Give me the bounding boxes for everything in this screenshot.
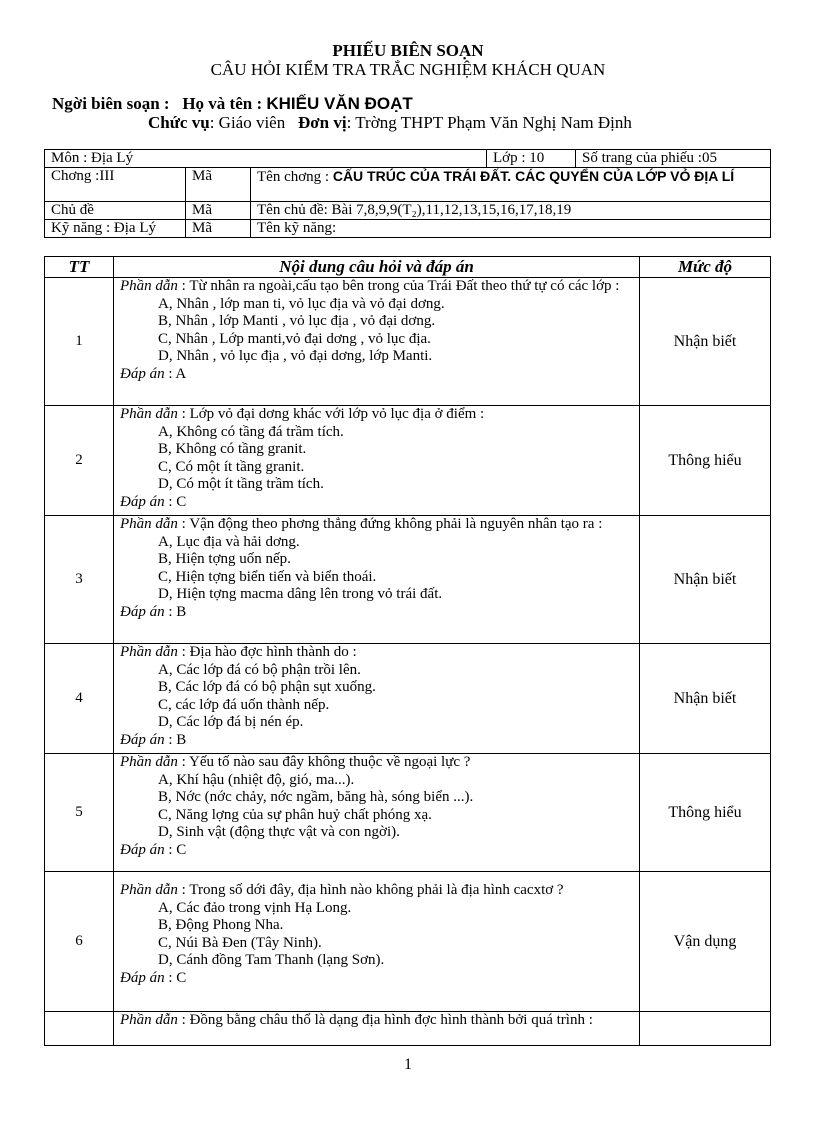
author-name: KHIẾU VĂN ĐOẠT <box>266 94 413 113</box>
answer-value: : C <box>168 493 187 510</box>
question-text: : Vận động theo phơng thẳng đứng không phải là nguyên nhân tạo ra : <box>181 516 603 532</box>
chapter-code-cell: Mã <box>186 168 251 202</box>
question-row <box>45 644 771 754</box>
answer-option: B, Hiện tợng uốn nếp. <box>158 551 291 567</box>
questions-table <box>44 256 771 1046</box>
lead-label: Phần dẫn <box>120 406 178 422</box>
question-row <box>45 754 771 872</box>
author-line <box>52 94 413 114</box>
answer-line <box>120 604 633 622</box>
question-content <box>114 754 640 872</box>
answer-label: Đáp án <box>120 731 165 748</box>
chapter-name: CẤU TRÚC CỦA TRÁI ĐẤT. CÁC QUYỂN CỦA LỚP VỎ ĐỊA LÍ <box>332 168 735 184</box>
question-stem <box>120 644 633 662</box>
question-stem <box>120 754 633 772</box>
question-content <box>114 406 640 516</box>
answer-option: C, Năng lợng của sự phân huỷ chất phóng xạ. <box>158 806 432 823</box>
question-number <box>45 1012 114 1046</box>
answer-option: A, Khí hậu (nhiệt độ, gió, ma...). <box>158 771 355 788</box>
lead-label: Phần dẫn <box>120 754 178 770</box>
question-number: 5 <box>45 754 114 872</box>
answer-option: D, Nhân , vỏ lục địa , vỏ đại dơng, lớp Manti. <box>158 348 433 364</box>
topic-name-cell: Tên chủ đề: Bài 7,8,9,9(T₂),11,12,13,15,16,17,18,19 <box>251 202 771 220</box>
answer-option: C, Hiện tợng biển tiến và biển thoái. <box>158 568 377 585</box>
question-content <box>114 644 640 754</box>
answer-line <box>120 970 633 988</box>
topic-code-cell: Mã <box>186 202 251 220</box>
question-stem <box>120 1012 633 1030</box>
chapter-name-cell <box>251 168 771 202</box>
unit-value: : Trờng THPT Phạm Văn Nghị Nam Định <box>346 113 632 132</box>
answer-label: Đáp án <box>120 365 165 382</box>
info-table <box>44 149 771 238</box>
author-label: Ngời biên soạn : <box>52 94 170 113</box>
answer-value: : A <box>168 365 187 382</box>
answer-option: B, Nớc (nớc chảy, nớc ngầm, băng hà, sóng biển ...). <box>158 789 474 805</box>
questions-body <box>45 278 771 1046</box>
question-number: 3 <box>45 516 114 644</box>
col-level-header: Mức độ <box>640 257 771 278</box>
answer-option: B, Không có tầng granit. <box>158 441 307 457</box>
difficulty-level: Vận dụng <box>640 872 771 1012</box>
answer-value: : B <box>168 603 187 620</box>
question-number: 4 <box>45 644 114 754</box>
lead-label: Phần dẫn <box>120 644 178 660</box>
difficulty-level: Thông hiểu <box>640 754 771 872</box>
position-label: Chức vụ <box>148 113 210 132</box>
chapter-name-label: Tên chơng : <box>257 169 330 185</box>
skill-cell: Kỹ năng : Địa Lý <box>45 220 186 238</box>
lead-label: Phần dẫn <box>120 1012 178 1028</box>
answer-option: C, Có một ít tầng granit. <box>158 458 305 475</box>
questions-header-row <box>45 257 771 278</box>
answer-option: A, Lục địa và hải dơng. <box>158 533 300 550</box>
answer-line <box>120 842 633 860</box>
question-row <box>45 1012 771 1046</box>
answer-option: A, Các đảo trong vịnh Hạ Long. <box>158 899 352 916</box>
question-stem <box>120 516 633 534</box>
answer-option: C, Núi Bà Đen (Tây Ninh). <box>158 934 322 951</box>
grade-cell: Lớp : 10 <box>487 150 576 168</box>
question-content <box>114 278 640 406</box>
question-content <box>114 516 640 644</box>
answer-option: D, Các lớp đá bị nén ép. <box>158 714 304 730</box>
answer-option: A, Các lớp đá có bộ phận trồi lên. <box>158 661 361 678</box>
col-tt-header: TT <box>45 257 114 278</box>
question-text: : Địa hào đợc hình thành do : <box>181 644 357 660</box>
position-value: : Giáo viên <box>209 113 286 132</box>
answer-value: : C <box>168 841 187 858</box>
question-text: : Đồng bằng châu thổ là dạng địa hình đợc hình thành bởi quá trình : <box>181 1012 593 1028</box>
answer-option: A, Không có tầng đá trầm tích. <box>158 423 344 440</box>
question-text: : Trong số dới đây, địa hình nào không phải là địa hình cacxtơ ? <box>181 882 564 898</box>
question-row <box>45 278 771 406</box>
question-row <box>45 406 771 516</box>
lead-label: Phần dẫn <box>120 278 178 294</box>
question-stem <box>120 278 633 296</box>
answer-option: B, Nhân , lớp Manti , vỏ lục địa , vỏ đại dơng. <box>158 313 436 329</box>
question-number: 6 <box>45 872 114 1012</box>
question-text: : Yếu tố nào sau đây không thuộc về ngoại lực ? <box>181 754 471 770</box>
answer-option: D, Sinh vật (động thực vật và con ngời). <box>158 824 400 840</box>
answer-option: B, Động Phong Nha. <box>158 917 284 933</box>
question-number: 1 <box>45 278 114 406</box>
question-content <box>114 1012 640 1046</box>
subject-cell: Môn : Địa Lý <box>45 150 487 168</box>
difficulty-level: Nhận biết <box>640 644 771 754</box>
document-title: PHIẾU BIÊN SOẠN <box>332 41 484 60</box>
difficulty-level: Nhận biết <box>640 278 771 406</box>
answer-line <box>120 732 633 750</box>
difficulty-level: Thông hiểu <box>640 406 771 516</box>
document-subtitle: CÂU HỎI KIỂM TRA TRẮC NGHIỆM KHÁCH QUAN <box>210 60 606 79</box>
answer-value: : C <box>168 969 187 986</box>
question-text: : Lớp vỏ đại dơng khác với lớp vỏ lục địa ở điểm : <box>181 406 485 422</box>
answer-value: : B <box>168 731 187 748</box>
chapter-cell: Chơng :III <box>45 168 186 202</box>
answer-option: D, Hiện tợng macma dâng lên trong vỏ trái đất. <box>158 586 443 602</box>
difficulty-level: Nhận biết <box>640 516 771 644</box>
answer-option: D, Cánh đồng Tam Thanh (lạng Sơn). <box>158 952 385 968</box>
answer-line <box>120 366 633 384</box>
skill-name-cell: Tên kỹ năng: <box>251 220 771 238</box>
difficulty-level <box>640 1012 771 1046</box>
question-stem <box>120 882 633 900</box>
role-line <box>148 113 632 133</box>
answer-option: D, Có một ít tầng trầm tích. <box>158 476 324 492</box>
topic-cell: Chủ đề <box>45 202 186 220</box>
page-number: 1 <box>404 1056 412 1073</box>
answer-option: B, Các lớp đá có bộ phận sụt xuống. <box>158 679 376 695</box>
name-label: Họ và tên : <box>182 94 263 113</box>
col-content-header: Nội dung câu hỏi và đáp án <box>114 257 640 278</box>
question-row <box>45 872 771 1012</box>
answer-option: A, Nhân , lớp man ti, vỏ lục địa và vỏ đại dơng. <box>158 295 445 312</box>
answer-line <box>120 494 633 512</box>
answer-label: Đáp án <box>120 493 165 510</box>
question-row <box>45 516 771 644</box>
lead-label: Phần dẫn <box>120 516 178 532</box>
unit-label: Đơn vị <box>297 113 347 132</box>
question-content <box>114 872 640 1012</box>
question-stem <box>120 406 633 424</box>
answer-option: C, các lớp đá uốn thành nếp. <box>158 696 330 713</box>
answer-option: C, Nhân , Lớp manti,vỏ đại dơng , vỏ lục địa. <box>158 330 431 347</box>
answer-label: Đáp án <box>120 841 165 858</box>
question-text: : Từ nhân ra ngoài,cấu tạo bên trong của Trái Đất theo thứ tự có các lớp : <box>181 278 620 294</box>
answer-label: Đáp án <box>120 969 165 986</box>
question-number: 2 <box>45 406 114 516</box>
answer-label: Đáp án <box>120 603 165 620</box>
lead-label: Phần dẫn <box>120 882 178 898</box>
pages-cell: Số trang của phiếu :05 <box>576 150 771 168</box>
skill-code-cell: Mã <box>186 220 251 238</box>
